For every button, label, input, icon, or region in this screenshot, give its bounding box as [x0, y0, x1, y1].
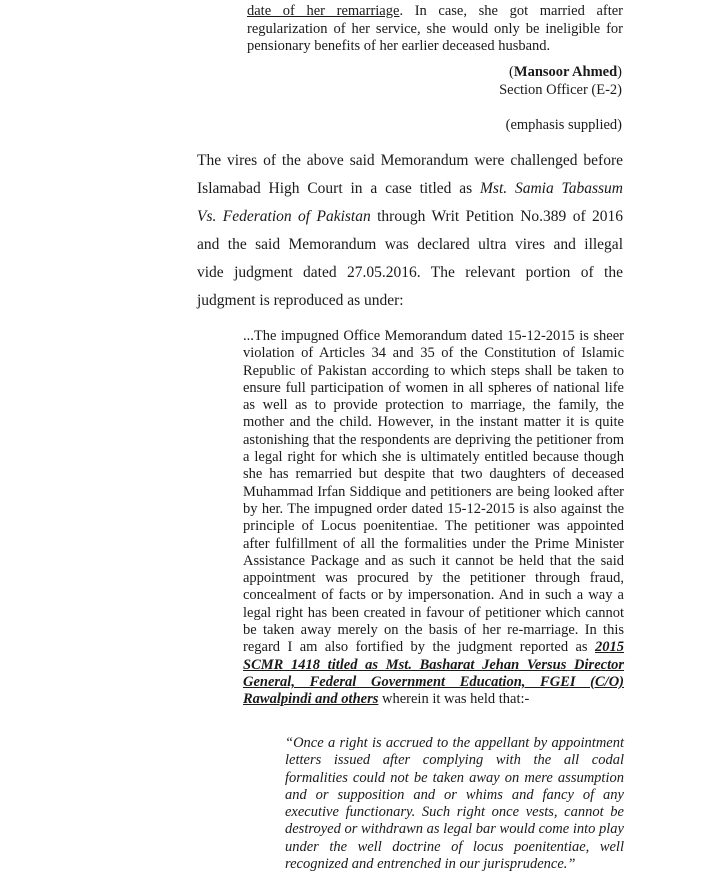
paragraph-line-3-text: through Writ Petition No.389 of 2016	[370, 208, 623, 225]
quote-rest: . In case, she got married after regularization of her service, she would only be ineligible for pensionary benefits of her earlier deceased husband.	[247, 3, 624, 54]
inner-italic-quote: “Once a right is accrued to the appellant by appointment letters issued after complying with the all codal formalities could not be taken away on mere assumption and or supposition and or whims and fancy of any executive functionary. Such right once vests, cannot be destroyed or withdrawn as legal bar would come into play under the well doctrine of locus poenitentiae, well recognized and entrenched in our jurisprudence.”	[285, 735, 624, 873]
signature-paren-open: (	[509, 64, 514, 80]
paragraph-line-2-text: Islamabad High Court in a case titled as	[197, 180, 480, 197]
emphasis-note: (emphasis supplied)	[505, 117, 622, 133]
case-title-part-1: Mst. Samia Tabassum	[480, 180, 623, 197]
signature-name-line	[509, 64, 622, 81]
paragraph-line-2	[197, 179, 623, 199]
signature-paren-close: )	[617, 64, 622, 80]
paragraph-line-3	[197, 207, 623, 227]
continued-quote	[247, 3, 623, 56]
case-title-part-2: Vs. Federation of Pakistan	[197, 208, 371, 225]
judgment-block-quote	[243, 328, 624, 709]
paragraph-line-1: The vires of the above said Memorandum were challenged before	[197, 152, 623, 169]
quote-underlined-phrase: date of her remarriage	[247, 3, 400, 19]
paragraph-line-5: vide judgment dated 27.05.2016. The relevant portion of the	[197, 264, 623, 281]
signature-title: Section Officer (E-2)	[499, 82, 622, 98]
paragraph-line-6: judgment is reproduced as under:	[197, 292, 404, 309]
judgment-quote-tail: wherein it was held that:-	[378, 691, 530, 708]
signature-name: Mansoor Ahmed	[513, 64, 618, 80]
judgment-citation: 2015 SCMR 1418 titled as Mst. Basharat Jehan Versus Director General, Federal Government Education, FGEI (C/O) Rawalpindi and others	[243, 639, 624, 708]
paragraph-line-4: and the said Memorandum was declared ultra vires and illegal	[197, 236, 623, 253]
judgment-quote-text: ...The impugned Office Memorandum dated 15-12-2015 is sheer violation of Articles 34 and 35 of the Constitution of Islamic Republic of Pakistan according to which steps shall be taken to ensure full participation of women in all spheres of national life as well as to provide protection to marriage, the family, the mother and the child. However, in the instant matter it is quite astonishing that the respondents are depriving the petitioner from a legal right for which she is ultimately entitled because though she has remarried but despite that two daughters of deceased Muhammad Irfan Siddique and petitioners are being looked after by her. The impugned order dated 15-12-2015 is also against the principle of Locus poenitentiae. The petitioner was appointed after fulfillment of all the formalities under the Prime Minister Assistance Package and as such it cannot be held that the said appointment was procured by the petitioner through fraud, concealment of facts or by impersonation. And in such a way a legal right has been created in favour of petitioner which cannot be taken away merely on the basis of her re-marriage. In this regard I am also fortified by the judgment reported as	[243, 328, 624, 656]
